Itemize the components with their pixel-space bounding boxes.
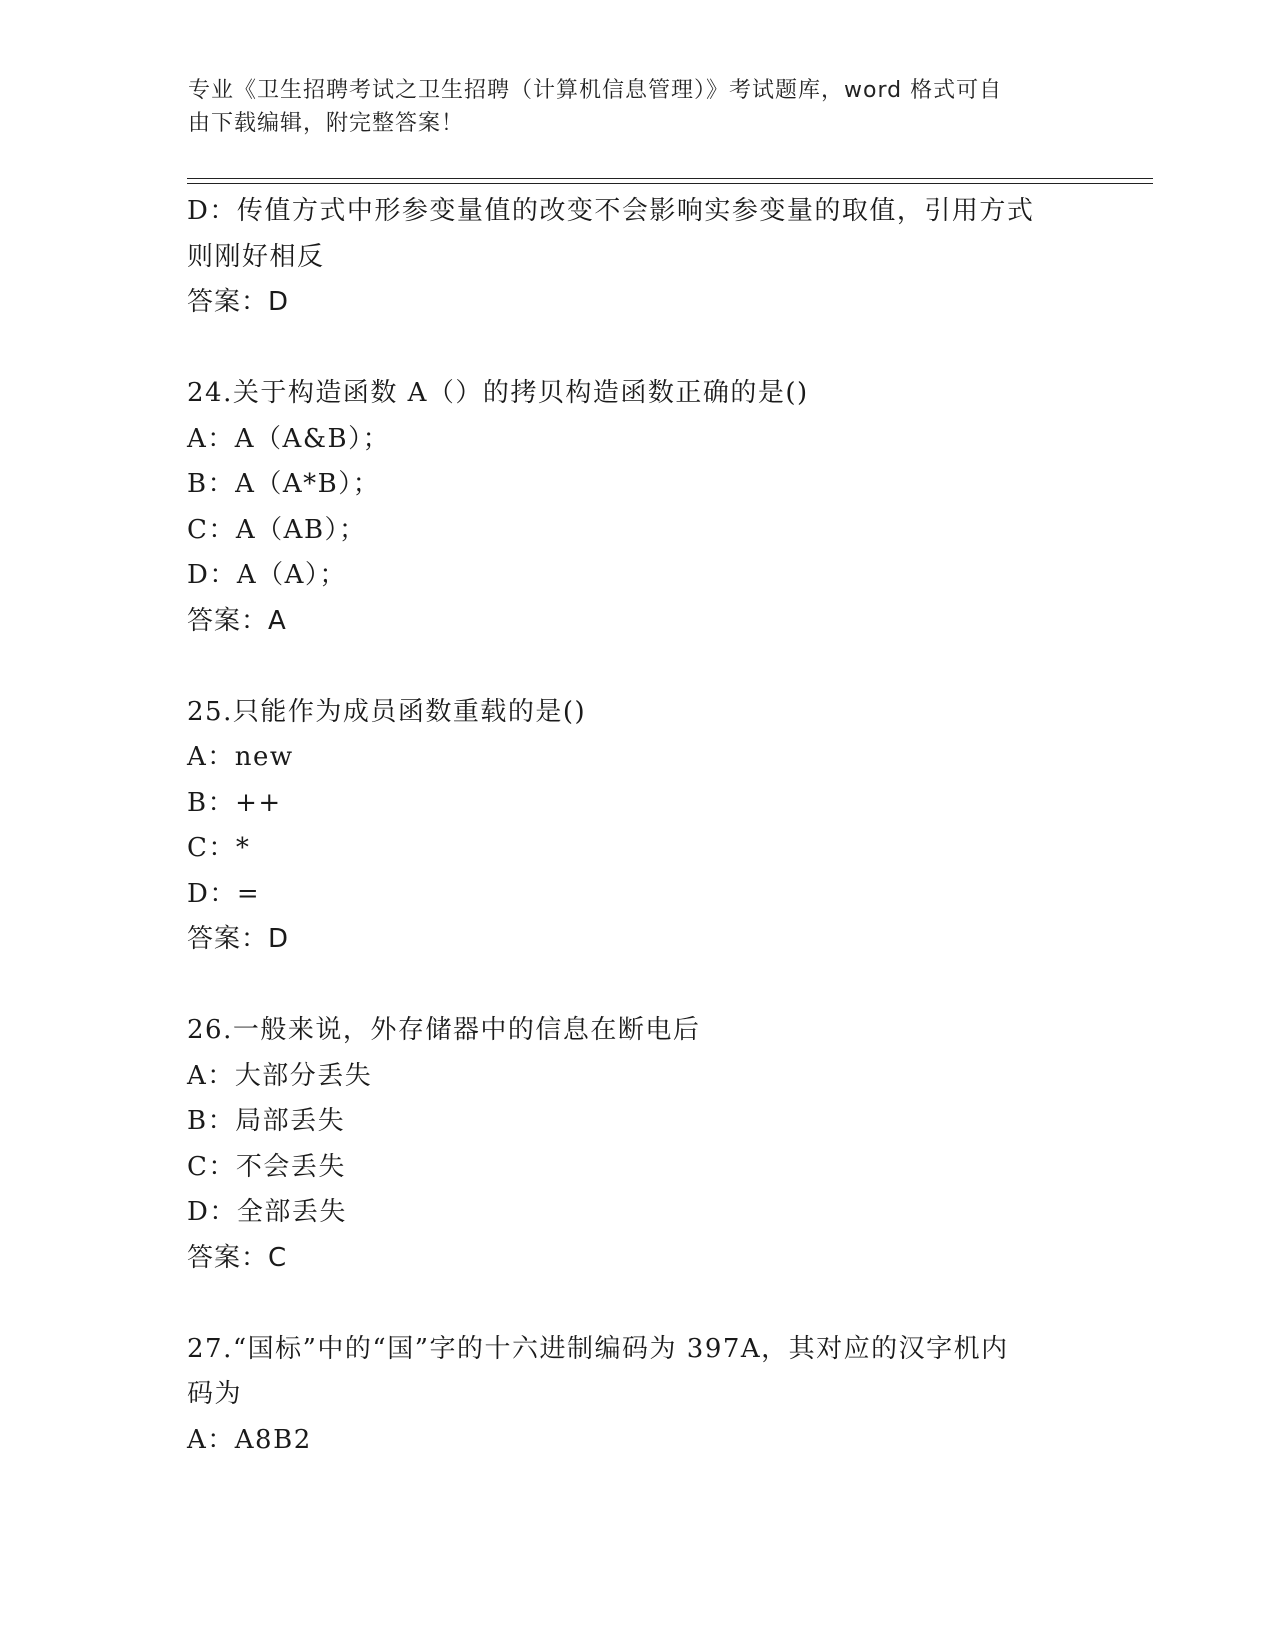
q24-option-d: D：A（A）； [187,560,347,590]
q26-option-a: A：大部分丢失 [187,1060,373,1091]
header-divider-top [187,178,1153,179]
header-line-1: 专业《卫生招聘考试之卫生招聘（计算机信息管理）》考试题库，word 格式可自 [188,78,1003,103]
q25-option-b: B：++ [187,787,282,818]
spacer [187,644,1087,690]
spacer [187,1281,1087,1327]
q23-option-d-line-2: 则刚好相反 [187,241,325,272]
q26-option-b: B：局部丢失 [187,1106,346,1136]
q27-question-line-2: 码为 [187,1379,243,1409]
header-divider-bottom [187,183,1153,184]
q25-answer: 答案：D [187,924,290,954]
q25-option-a: A：new [187,742,294,772]
spacer [187,326,1087,372]
q23-answer: 答案：D [187,287,290,317]
q25-question: 25.只能作为成员函数重载的是() [187,696,587,727]
q24-answer: 答案：A [187,605,287,636]
question-content [187,189,1087,1463]
q26-question: 26.一般来说，外存储器中的信息在断电后 [187,1015,701,1045]
spacer [187,963,1087,1009]
q26-option-c: C：不会丢失 [187,1151,346,1182]
q24-option-a: A：A（A&B）； [187,423,391,454]
q26-answer: 答案：C [187,1242,288,1273]
q25-option-c: C：* [187,833,251,863]
q24-option-b: B：A（A*B）； [187,469,381,499]
header-line-2: 由下载编辑，附完整答案！ [188,111,465,136]
q27-question-line-1: 27.“国标”中的“国”字的十六进制编码为 397A，其对应的汉字机内 [187,1333,1009,1364]
q24-question: 24.关于构造函数 A（）的拷贝构造函数正确的是() [187,378,809,408]
q25-option-d: D：= [187,878,261,909]
q24-option-c: C：A（AB）； [187,514,367,545]
q26-option-d: D：全部丢失 [187,1197,347,1227]
document-header [188,74,1088,140]
q27-option-a: A：A8B2 [187,1424,312,1455]
q23-option-d-line-1: D：传值方式中形参变量值的改变不会影响实参变量的取值，引用方式 [187,196,1035,226]
